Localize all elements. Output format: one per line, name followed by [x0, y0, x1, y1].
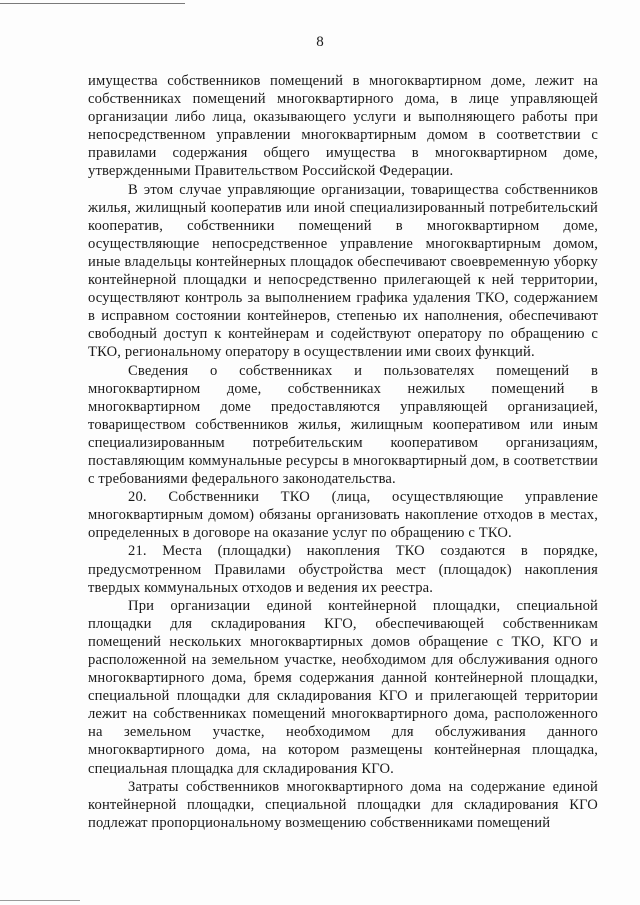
page-number: 8 [316, 34, 324, 50]
paragraph-3: Сведения о собственниках и пользователях помещений в многоквартирном доме, собственниках нежилых помещений в многоквартирном доме предоставляются управляющей организацией, товариществом собственников жилья, жилищным кооперативом или иным специализированным потребительским кооперативом организациям, поставляющим коммунальные ресурсы в многоквартирный дом, в соответствии с требованиями федерального законодательства. [88, 362, 598, 488]
document-body [88, 72, 598, 832]
paragraph-6: При организации единой контейнерной площадки, специальной площадки для складирования КГО, обеспечивающей собственникам помещений нескольких многоквартирных домов обращение с ТКО, КГО и расположенной на земельном участке, необходимом для обслуживания одного многоквартирного дома, бремя содержания данной контейнерной площадки, специальной площадки для складирования КГО и прилегающей территории лежит на собственниках помещений многоквартирного дома, расположенного на земельном участке, необходимом для обслуживания данного многоквартирного дома, на котором размещены контейнерная площадка, специальная площадка для складирования КГО. [88, 597, 598, 777]
paragraph-5-item-21: 21. Места (площадки) накопления ТКО создаются в порядке, предусмотренном Правилами обустройства мест (площадок) накопления твердых коммунальных отходов и ведения их реестра. [88, 543, 598, 596]
paragraph-2: В этом случае управляющие организации, товарищества собственников жилья, жилищный кооператив или иной специализированный потребительский кооператив, собственники помещений в многоквартирном доме, осуществляющие непосредственное управление многоквартирным домом, иные владельцы контейнерных площадок обеспечивают своевременную уборку контейнерной площадки и непосредственно прилегающей к ней территории, осуществляют контроль за выполнением графика удаления ТКО, содержанием в исправном состоянии контейнеров, степенью их наполнения, обеспечивают свободный доступ к контейнерам и содействуют оператору по обращению с ТКО, региональному оператору в осуществлении ими своих функций. [88, 181, 598, 361]
paragraph-4-item-20: 20. Собственники ТКО (лица, осуществляющие управление многоквартирным домом) обязаны организовать накопление отходов в местах, определенных в договоре на оказание услуг по обращению с ТКО. [88, 489, 598, 542]
paragraph-7: Затраты собственников многоквартирного дома на содержание единой контейнерной площадки, специальной площадки для складирования КГО подлежат пропорциональному возмещению собственниками помещений [88, 778, 598, 831]
scan-edge-line-top [0, 3, 185, 4]
paragraph-1: имущества собственников помещений в многоквартирном доме, лежит на собственниках помещений многоквартирного дома, в лице управляющей организации либо лица, оказывающего услуги и выполняющего работы при непосредственном управлении многоквартирным домом в соответствии с правилами содержания общего имущества в многоквартирном доме, утвержденными Правительством Российской Федерации. [88, 73, 598, 180]
scan-edge-line-bottom [0, 900, 80, 901]
